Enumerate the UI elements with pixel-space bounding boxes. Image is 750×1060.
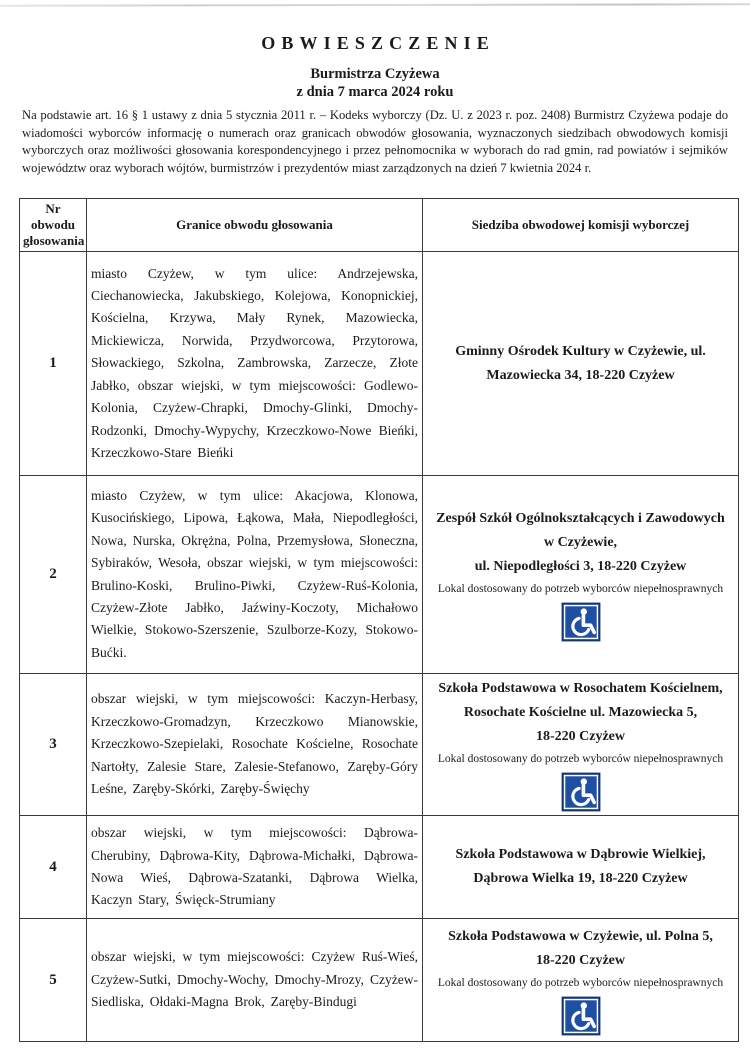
district-boundaries-cell	[87, 919, 423, 1042]
district-boundaries-cell	[87, 816, 423, 919]
district-boundaries-text: miasto Czyżew, w tym ulice: Andrzejewska, Ciechanowiecka, Jakubskiego, Kolejowa, Konopnickiej, Kościelna, Krzywa, Mały Rynek, Mazowiecka, Mickiewicza, Norwida, Przydworcowa, Przytorowa, Słowackiego, Szkolna, Zambrowska, Zarzecze, Złote Jabłko, obszar wiejski, w tym miejscowości: Godlewo-Kolonia, Czyżew-Chrapki, Dmochy-Glinki, Dmochy-Rodzonki, Dmochy-Wypychy, Krzeczkowo-Nowe Bieńki, Krzeczkowo-Stare Bieńki	[91, 265, 418, 460]
district-boundaries-text: miasto Czyżew, w tym ulice: Akacjowa, Klonowa, Kusocińskiego, Lipowa, Łąkowa, Mała, Niepodległości, Nowa, Nurska, Okrężna, Polna, Przemysłowa, Słoneczna, Sybiraków, Wesoła, obszar wiejski, w tym miejscowości: Brulino-Koski, Brulino-Piwki, Czyżew-Ruś-Kolonia, Czyżew-Złote Jabłko, Jaźwiny-Koczoty, Michałowo Wielkie, Stokowo-Szerszenie, Szulborze-Kozy, Stokowo-Bućki.	[91, 487, 418, 660]
table-row	[20, 816, 739, 919]
seat-address-line: Szkoła Podstawowa w Dąbrowie Wielkiej,	[455, 847, 706, 862]
commission-seat-cell	[423, 476, 739, 674]
wheelchair-accessibility-icon	[561, 772, 601, 812]
district-boundaries-text: obszar wiejski, w tym miejscowości: Czyżew Ruś-Wieś, Czyżew-Sutki, Dmochy-Wochy, Dmochy-Mrozy, Czyżew-Siedliska, Ołdaki-Magna Brok, Zaręby-Bindugi	[91, 949, 418, 1010]
commission-seat-cell	[423, 919, 739, 1042]
table-body	[20, 252, 739, 1042]
commission-seat-cell	[423, 816, 739, 919]
header-district-number: Nr obwodu głosowania	[20, 199, 87, 252]
table-header-row	[20, 199, 739, 252]
header-commission-seat: Siedziba obwodowej komisji wyborczej	[423, 199, 739, 252]
table-row	[20, 476, 739, 674]
district-boundaries-text: obszar wiejski, w tym miejscowości: Kaczyn-Herbasy, Krzeczkowo-Gromadzyn, Krzeczkowo Mianowskie, Krzeczkowo-Szepielaki, Rosochate Kościelne, Rosochate Nartołty, Zalesie Stare, Zalesie-Stefanowo, Zaręby-Góry Leśne, Zaręby-Skórki, Zaręby-Święchy	[91, 691, 418, 797]
page-title: OBWIESZCZENIE	[261, 33, 495, 53]
seat-address-line: Rosochate Kościelne ul. Mazowiecka 5,	[463, 705, 698, 720]
district-boundaries-cell	[87, 252, 423, 476]
wheelchair-accessibility-icon	[561, 996, 601, 1036]
seat-address-line: 18-220 Czyżew	[535, 952, 626, 968]
seat-address-line: Gminny Ośrodek Kultury w Czyżewie, ul.	[455, 343, 706, 359]
seat-address-line: Dąbrowa Wielka 19, 18-220 Czyżew	[473, 871, 688, 886]
commission-seat-cell	[423, 674, 739, 816]
seat-address-line: 18-220 Czyżew	[535, 729, 626, 744]
district-number-cell: 5	[20, 919, 87, 1042]
document-subtitle	[0, 65, 750, 101]
seat-address-line: ul. Niepodległości 3, 18-220 Czyżew	[474, 559, 687, 574]
district-boundaries-cell	[87, 674, 423, 816]
table-row	[20, 674, 739, 816]
table-row	[20, 252, 739, 476]
table-header	[20, 199, 739, 252]
district-boundaries-text: obszar wiejski, w tym miejscowości: Dąbrowa-Cherubiny, Dąbrowa-Kity, Dąbrowa-Michałki, Dąbrowa-Nowa Wieś, Dąbrowa-Szatanki, Dąbrowa Wielka, Kaczyn Stary, Święck-Strumiany	[91, 825, 418, 908]
voting-districts-table	[19, 198, 739, 1042]
table-row	[20, 919, 739, 1042]
intro-paragraph: Na podstawie art. 16 § 1 ustawy z dnia 5 stycznia 2011 r. – Kodeks wyborczy (Dz. U. z 2023 r. poz. 2408) Burmistrz Czyżewa podaje do wiadomości wyborców informację o numerach oraz granicach obwodów głosowania, wyznaczonych siedzibach obwodowych komisji wyborczych oraz możliwości głosowania korespondencyjnego i przez pełnomocnika w wyborach do rad gmin, rad powiatów i sejmików województw oraz wyborach wójtów, burmistrzów i prezydentów miast zarządzonych na dzień 7 kwietnia 2024 r.	[22, 108, 728, 175]
accessibility-note: Lokal dostosowany do potrzeb wyborców niepełnosprawnych	[437, 753, 724, 765]
commission-seat-cell	[423, 252, 739, 476]
subtitle-issuer: Burmistrza Czyżewa	[310, 66, 440, 82]
seat-address-line: Szkoła Podstawowa w Czyżewie, ul. Polna 5,	[448, 928, 713, 944]
district-number-cell: 3	[20, 674, 87, 816]
header-district-boundaries: Granice obwodu głosowania	[87, 199, 423, 252]
district-boundaries-cell	[87, 476, 423, 674]
seat-address-line: Mazowiecka 34, 18-220 Czyżew	[486, 367, 675, 383]
wheelchair-accessibility-icon	[561, 602, 601, 642]
subtitle-date: z dnia 7 marca 2024 roku	[296, 84, 454, 100]
seat-address-line: Zespół Szkół Ogólnokształcących i Zawodowych	[436, 511, 725, 526]
district-number-cell: 4	[20, 816, 87, 919]
district-number-cell: 1	[20, 252, 87, 476]
seat-address-line: w Czyżewie,	[543, 535, 618, 550]
district-number-cell: 2	[20, 476, 87, 674]
accessibility-note: Lokal dostosowany do potrzeb wyborców niepełnosprawnych	[437, 976, 724, 989]
scan-artifact-line	[0, 3, 750, 7]
accessibility-note: Lokal dostosowany do potrzeb wyborców niepełnosprawnych	[437, 583, 724, 595]
seat-address-line: Szkoła Podstawowa w Rosochatem Kościelnem,	[438, 681, 723, 696]
